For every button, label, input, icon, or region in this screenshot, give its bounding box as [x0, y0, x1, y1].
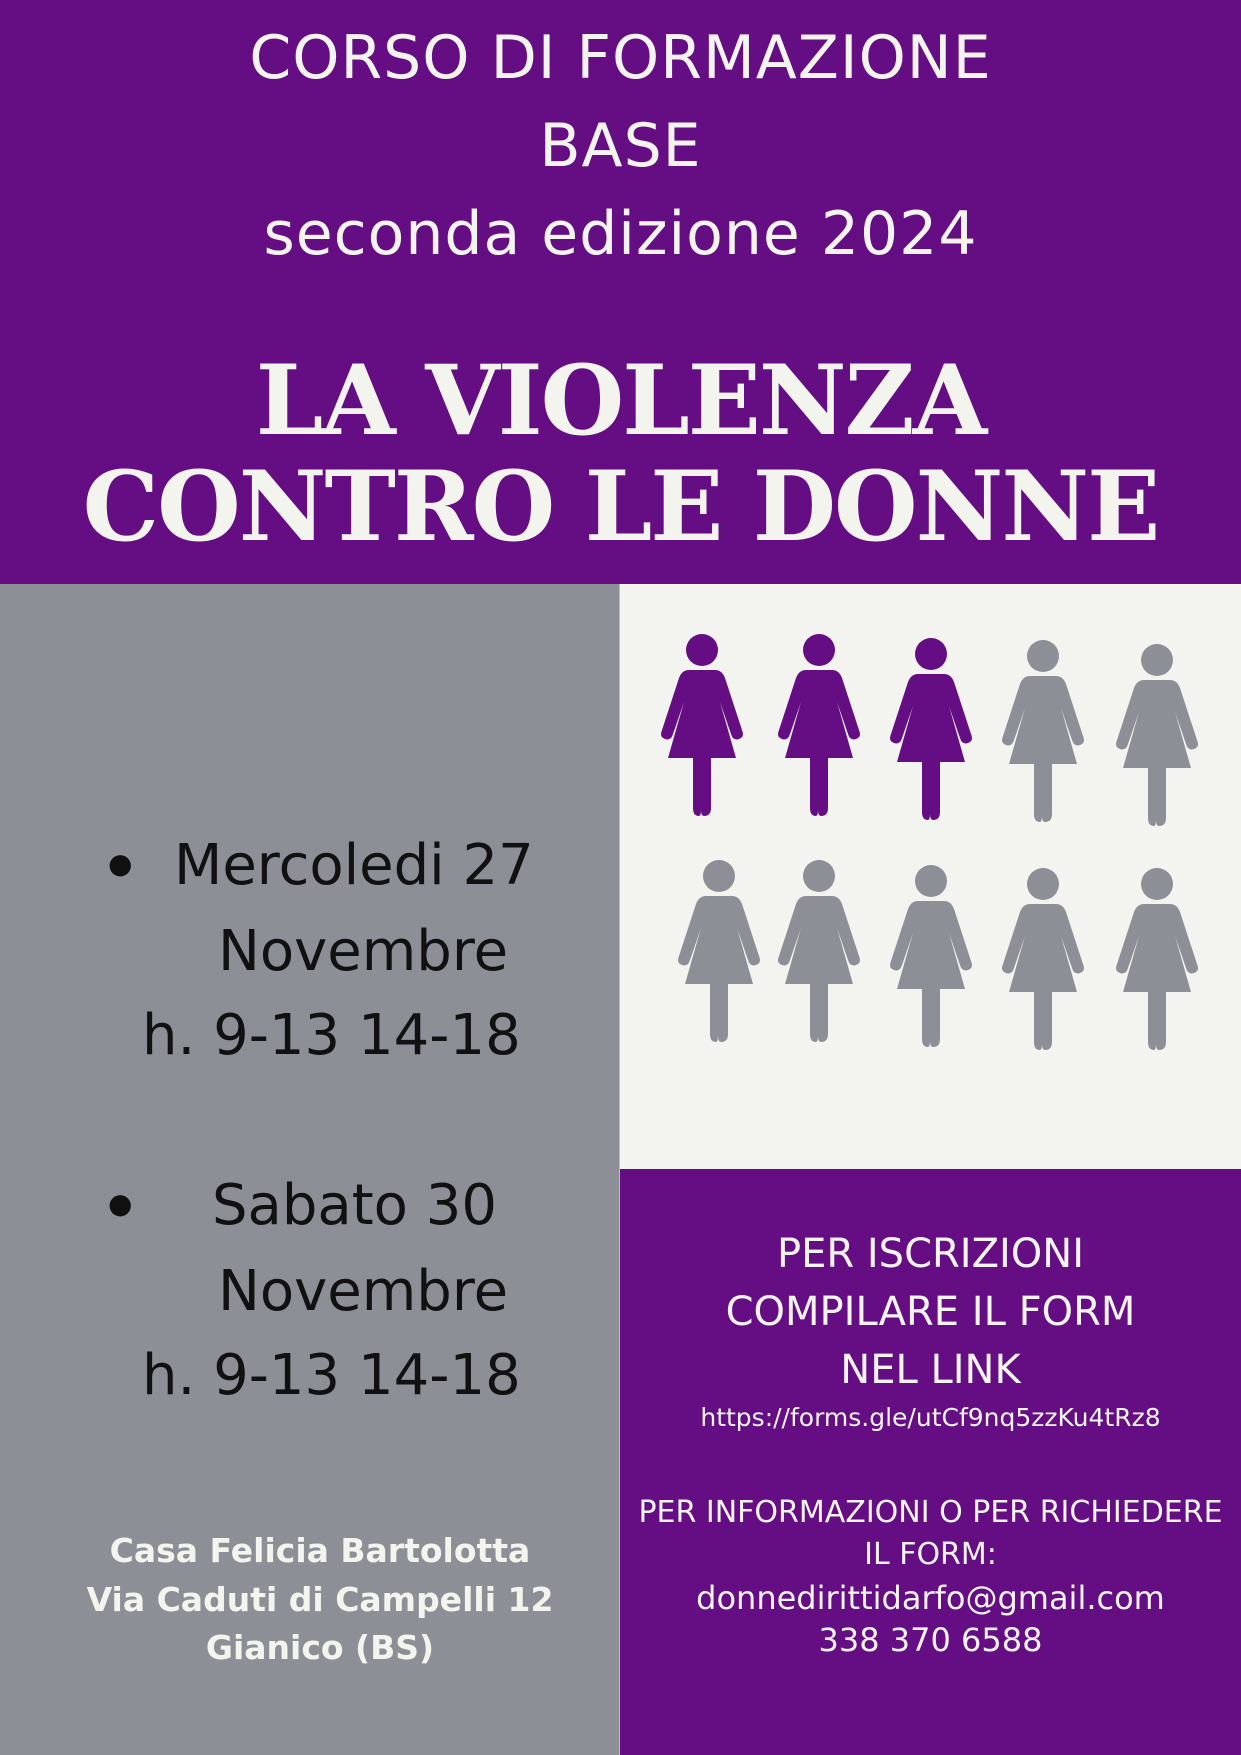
- course-edition: seconda edizione 2024: [263, 199, 978, 269]
- woman-figure-icon-6: [678, 860, 760, 1042]
- course-title: CORSO DI FORMAZIONE: [249, 23, 992, 93]
- date1-day: Mercoledi 27: [174, 833, 534, 898]
- bullet-icon: ●: [108, 847, 133, 880]
- date1-month: Novembre: [218, 919, 509, 984]
- date2-month: Novembre: [218, 1259, 509, 1324]
- woman-figure-icon-9: [1002, 868, 1084, 1050]
- registration-line2: COMPILARE IL FORM: [725, 1289, 1136, 1335]
- main-title-line2: CONTRO LE DONNE: [82, 450, 1159, 563]
- woman-figure-icon-8: [890, 865, 972, 1047]
- info-line2: IL FORM:: [864, 1537, 997, 1572]
- woman-figure-icon-4: [1002, 640, 1084, 822]
- woman-figure-icon-1: [661, 634, 743, 816]
- course-level: BASE: [539, 111, 702, 181]
- women-figures-graphic: [620, 584, 1241, 1169]
- main-title-line1: LA VIOLENZA: [255, 344, 986, 457]
- date2-hours: h. 9-13 14-18: [142, 1343, 521, 1408]
- woman-figure-icon-2: [778, 634, 860, 816]
- date2-day: Sabato 30: [212, 1173, 498, 1238]
- bullet-icon: ●: [108, 1187, 133, 1220]
- contact-email[interactable]: donnedirittidarfo@gmail.com: [696, 1579, 1165, 1617]
- header-band: [0, 0, 1241, 584]
- registration-line1: PER ISCRIZIONI: [776, 1231, 1084, 1277]
- woman-figure-icon-3: [890, 638, 972, 820]
- contact-phone[interactable]: 338 370 6588: [818, 1621, 1043, 1659]
- woman-figure-icon-5: [1116, 644, 1198, 826]
- venue-name: Casa Felicia Bartolotta: [109, 1531, 531, 1570]
- date1-hours: h. 9-13 14-18: [142, 1003, 521, 1068]
- woman-figure-icon-7: [778, 860, 860, 1042]
- woman-figure-icon-10: [1116, 868, 1198, 1050]
- registration-line3: NEL LINK: [840, 1347, 1021, 1393]
- registration-link[interactable]: https://forms.gle/utCf9nq5zzKu4tRz8: [700, 1403, 1161, 1432]
- venue-city: Gianico (BS): [205, 1628, 435, 1667]
- venue-street: Via Caduti di Campelli 12: [86, 1580, 554, 1619]
- info-line1: PER INFORMAZIONI O PER RICHIEDERE: [638, 1495, 1223, 1530]
